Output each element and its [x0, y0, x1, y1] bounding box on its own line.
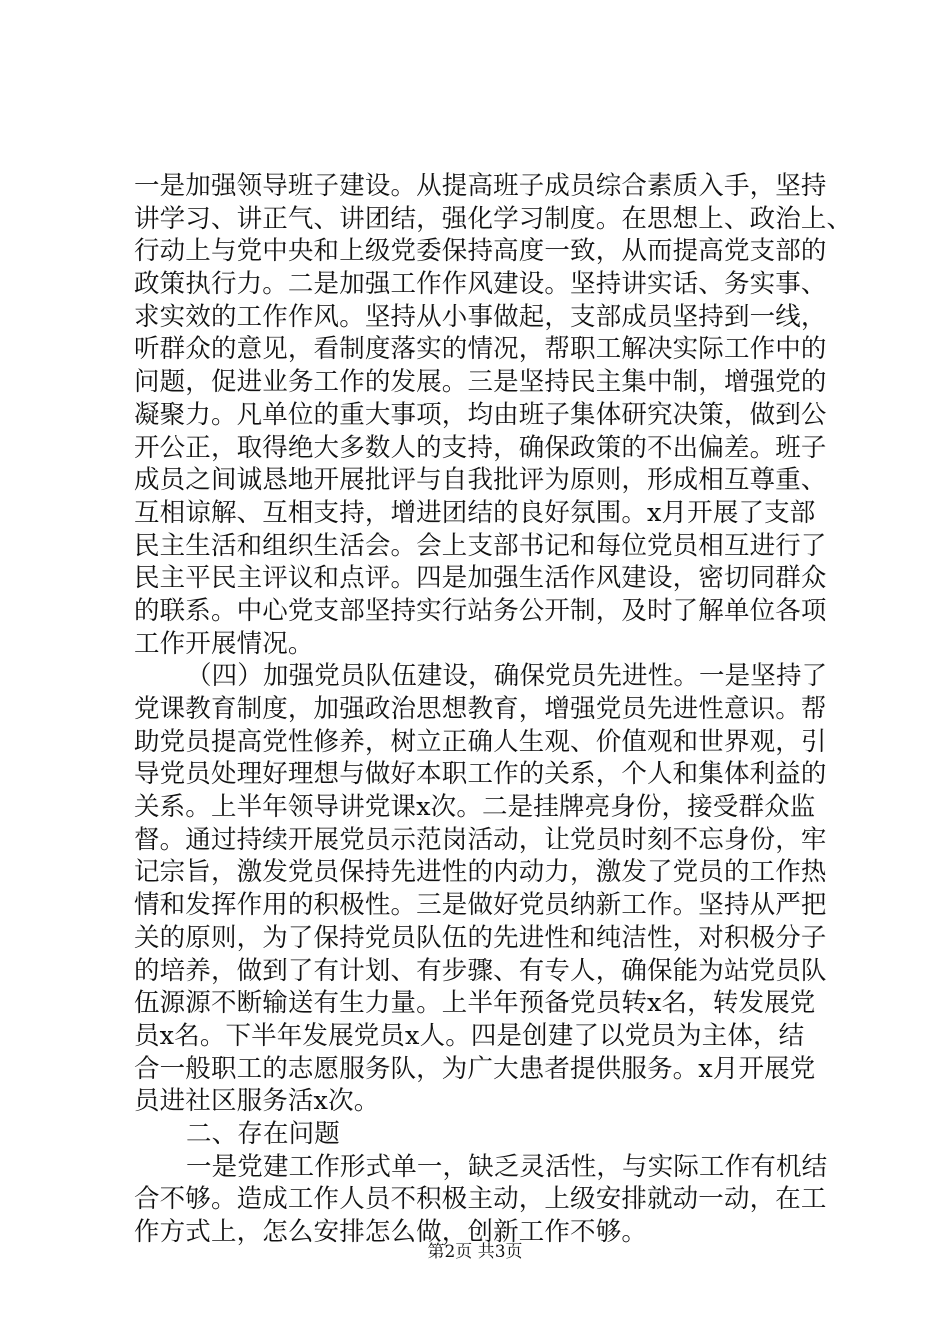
paragraph-line: 督。通过持续开展党员示范岗活动，让党员时刻不忘身份，牢 [134, 824, 827, 855]
paragraph-line: 民主生活和组织生活会。会上支部书记和每位党员相互进行了 [134, 530, 827, 561]
paragraph-line: 伍源源不断输送有生力量。上半年预备党员转x名，转发展党 [134, 988, 816, 1019]
paragraph-line: 听群众的意见，看制度落实的情况，帮职工解决实际工作中的 [134, 334, 827, 365]
paragraph-line: 政策执行力。二是加强工作作风建设。坚持讲实话、务实事、 [134, 269, 827, 300]
paragraph-line: 情和发挥作用的积极性。三是做好党员纳新工作。坚持从严把 [134, 890, 827, 921]
paragraph-line: 开公正，取得绝大多数人的支持，确保政策的不出偏差。班子 [134, 432, 827, 463]
paragraph-line: 讲学习、讲正气、讲团结，强化学习制度。在思想上、政治上、 [134, 203, 853, 234]
paragraph-line: 的联系。中心党支部坚持实行站务公开制，及时了解单位各项 [134, 595, 827, 626]
paragraph-line: 关系。上半年领导讲党课x次。二是挂牌亮身份，接受群众监 [134, 792, 816, 823]
paragraph-line: 作方式上，怎么安排怎么做，创新工作不够。 [134, 1217, 648, 1247]
paragraph-line: 导党员处理好理想与做好本职工作的关系，个人和集体利益的 [134, 759, 827, 790]
paragraph-line: 助党员提高党性修养，树立正确人生观、价值观和世界观，引 [134, 726, 827, 757]
paragraph-line: 员x名。下半年发展党员x人。四是创建了以党员为主体，结 [134, 1020, 805, 1051]
paragraph-line: 凝聚力。凡单位的重大事项，均由班子集体研究决策，做到公 [134, 399, 827, 430]
paragraph-line: 记宗旨，激发党员保持先进性的内动力，激发了党员的工作热 [134, 857, 827, 888]
paragraph-line: 的培养，做到了有计划、有步骤、有专人，确保能为站党员队 [134, 955, 827, 986]
paragraph-line: 员进社区服务活x次。 [134, 1086, 380, 1117]
paragraph-line: 工作开展情况。 [134, 628, 314, 659]
paragraph-line: 合一般职工的志愿服务队，为广大患者提供服务。x月开展党 [134, 1053, 816, 1084]
paragraph-line: 求实效的工作作风。坚持从小事做起，支部成员坚持到一线， [134, 301, 827, 332]
paragraph-line: 合不够。造成工作人员不积极主动，上级安排就动一动，在工 [134, 1184, 827, 1215]
section-heading-line: （四）加强党员队伍建设，确保党员先进性。一是坚持了 [186, 661, 828, 692]
paragraph-line: 一是加强领导班子建设。从提高班子成员综合素质入手，坚持 [134, 171, 827, 201]
paragraph-line: 一是党建工作形式单一，缺乏灵活性，与实际工作有机结 [186, 1151, 828, 1182]
document-body [134, 170, 853, 1249]
page-number-footer: 第2页 共3页 [427, 1242, 523, 1262]
paragraph-line: 民主平民主评议和点评。四是加强生活作风建设，密切同群众 [134, 563, 827, 594]
section-heading-line: 二、存在问题 [186, 1118, 340, 1149]
paragraph-line: 关的原则，为了保持党员队伍的先进性和纯洁性，对积极分子 [134, 922, 827, 953]
paragraph-line: 党课教育制度，加强政治思想教育，增强党员先进性意识。帮 [134, 694, 827, 724]
paragraph-line: 成员之间诚恳地开展批评与自我批评为原则，形成相互尊重、 [134, 465, 827, 496]
paragraph-line: 行动上与党中央和上级党委保持高度一致，从而提高党支部的 [134, 236, 827, 267]
paragraph-line: 互相谅解、互相支持，增进团结的良好氛围。x月开展了支部 [134, 497, 816, 528]
paragraph-line: 问题，促进业务工作的发展。三是坚持民主集中制，增强党的 [134, 367, 827, 398]
